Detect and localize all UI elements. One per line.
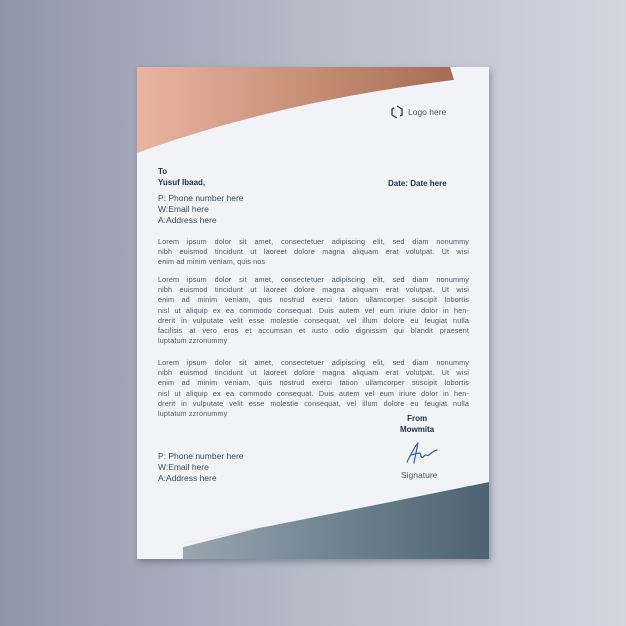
paragraph-line: luptatum zzronummy	[158, 336, 228, 346]
paragraph-line: facilisis at vero eros et accumsan et iusto odio dignissim qui blandit praesent	[158, 326, 469, 336]
paragraph-line: enim ad minim veniam, quis nostrud exerci tation ullamcorper suscipit lobortis	[158, 378, 469, 388]
contact-info-top	[158, 193, 244, 226]
paragraph-3	[158, 358, 469, 419]
letterhead-page	[137, 67, 489, 559]
sender-block	[400, 413, 434, 435]
paragraph-line: nibh euismod tincidunt ut laoreet dolore magna aliquam erat volutpat. Ut wisi	[158, 247, 469, 257]
paragraph-line: Lorem ipsum dolor sit amet, consectetuer adipiscing elit, sed diam nonummy	[158, 358, 469, 367]
paragraph-line: Lorem ipsum dolor sit amet, consectetuer adipiscing elit, sed diam nonummy	[158, 237, 469, 246]
paragraph-line: enim ad minim veniam, quis nostrud exerci tation ullamcorper suscipit lobortis	[158, 295, 469, 305]
paragraph-2	[158, 275, 469, 346]
email-text: W:Email here	[158, 204, 209, 214]
paragraph-line: nisl ut aliquip ex ea commodo consequat. Duis autem vel eum iriure dolor in hen-	[158, 305, 469, 315]
signature-label: Signature	[401, 470, 438, 480]
contact-info-bottom	[158, 451, 244, 484]
address-text: A:Address here	[158, 473, 217, 483]
paragraph-line: enim ad minim veniam, quis nos	[158, 257, 266, 267]
paragraph-line: nisl ut aliquip ex ea commodo consequat. Duis autem vel eum iriure dolor in hen-	[158, 388, 469, 398]
address-text: A:Address here	[158, 215, 217, 225]
paragraph-1	[158, 237, 469, 268]
recipient-name: Yusuf Ibaad,	[158, 178, 206, 187]
paragraph-line: nibh euismod tincidunt ut laoreet dolore magna aliquam erat volutpat. Ut wisi	[158, 368, 469, 378]
paragraph-line: Lorem ipsum dolor sit amet, consectetuer adipiscing elit, sed diam nonummy	[158, 275, 469, 284]
phone-text: P: Phone number here	[158, 193, 244, 203]
sender-name: Mowmita	[400, 425, 435, 434]
recipient-block	[158, 166, 205, 188]
date-line: Date: Date here	[388, 179, 447, 188]
bottom-band	[183, 482, 489, 559]
paragraph-line: drerit in vulputate velit esse molestie consequat, vel illum dolore eu feugiat nulla	[158, 315, 469, 325]
paragraph-line: luptatum zzronummy	[158, 409, 228, 419]
email-text: W:Email here	[158, 462, 209, 472]
paragraph-line: nibh euismod tincidunt ut laoreet dolore magna aliquam erat volutpat. Ut wisi	[158, 285, 469, 295]
paragraph-line: drerit in vulputate velit esse molestie consequat, vel illum dolore eu feugiat nulla	[158, 398, 469, 408]
from-label: From	[407, 414, 428, 423]
signature-scribble	[403, 440, 439, 466]
logo-text: Logo here	[408, 107, 447, 117]
phone-text: P: Phone number here	[158, 451, 244, 461]
logo	[391, 104, 446, 120]
hexagon-icon	[391, 105, 403, 119]
to-label: To	[158, 167, 168, 176]
